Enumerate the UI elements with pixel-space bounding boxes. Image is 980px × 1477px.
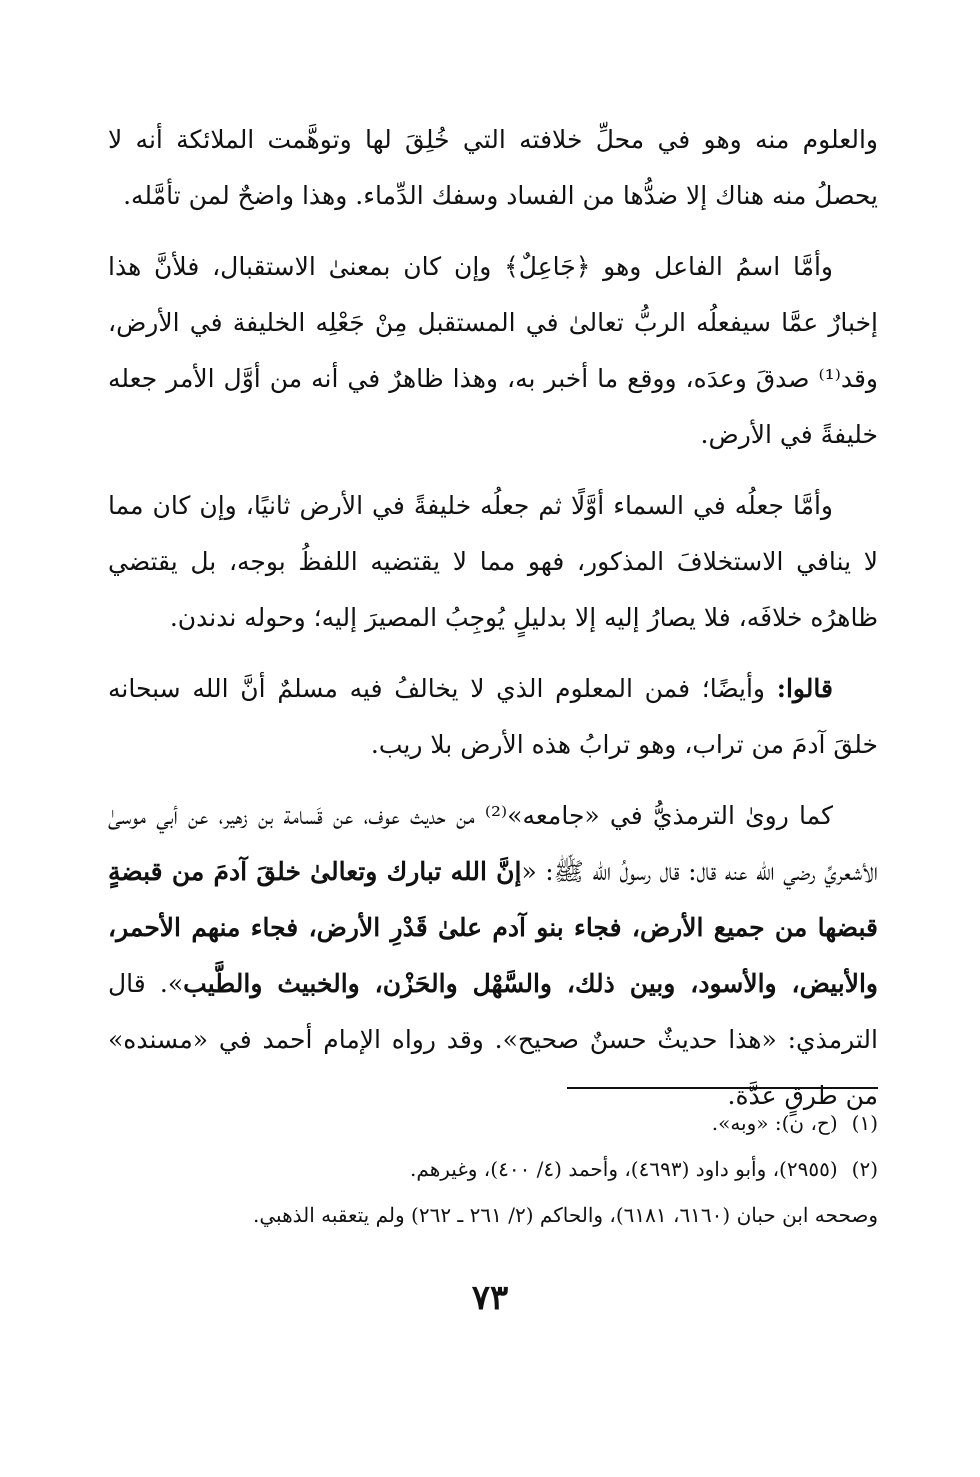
- hadith-quote: إنَّ الله تبارك وتعالىٰ خلقَ آدمَ من قبضةٍ قبضها من جميع الأرض، فجاء بنو آدم علىٰ قَدْرِ الأرض، فجاء منهم الأحمر، والأبيض، والأسود، وبين ذلك، والسَّهْل والحَزْن، والخبيث والطَّيب: [108, 857, 878, 998]
- paragraph-2-text: وأمَّا اسمُ الفاعل وهو ﴿جَاعِلٌ﴾ وإن كان بمعنىٰ الاستقبال، فلأنَّ هذا إخبارٌ عمَّا سيفعلُه الربُّ تعالىٰ في المستقبل مِنْ جَعْلِه الخليفة في الأرض، وقد⁽¹⁾ صدقَ وعدَه، ووقع ما أخبر به، وهذا ظاهرٌ في أنه من أوَّل الأمر جعله خليفةً في الأرض.: [108, 252, 878, 449]
- paragraph-4-label: قالوا:: [776, 674, 833, 703]
- paragraph-1: [108, 112, 878, 224]
- footnote-1-text: (ح، ن): «وبه».: [711, 1111, 838, 1135]
- footnote-1: [108, 1100, 878, 1146]
- paragraph-5-outro: ». قال الترمذي: «هذا حديثٌ حسنٌ صحيح». وقد رواه الإمام أحمد في «مسنده» من طرقٍ عدَّة.: [108, 969, 878, 1110]
- footnote-divider: [567, 1087, 878, 1089]
- paragraph-5: [108, 788, 878, 1124]
- paragraph-4: [108, 661, 878, 773]
- paragraph-3-text: وأمَّا جعلُه في السماء أوَّلًا ثم جعلُه خليفةً في الأرض ثانيًا، وإن كان مما لا ينافي الاستخلافَ المذكور، فهو مما لا يقتضيه اللفظُ بوجه، بل يقتضي ظاهرُه خلافَه، فلا يصارُ إليه إلا بدليلٍ يُوجِبُ المصيرَ إليه؛ وحوله ندندن.: [108, 491, 878, 632]
- footnote-2-continuation: [108, 1192, 878, 1238]
- paragraph-4-text: وأيضًا؛ فمن المعلوم الذي لا يخالفُ فيه مسلمٌ أنَّ الله سبحانه خلقَ آدمَ من تراب، وهو ترابُ هذه الأرض بلا ريب.: [108, 674, 878, 759]
- paragraph-3: [108, 478, 878, 646]
- footnote-2-continuation-text: وصححه ابن حبان (٦١٦٠، ٦١٨١)، والحاكم (٢/ ٢٦١ ـ ٢٦٢) ولم يتعقبه الذهبي.: [253, 1203, 878, 1227]
- footnote-2: [108, 1146, 878, 1192]
- page-number: ٧٣: [471, 1278, 509, 1318]
- paragraph-2: [108, 239, 878, 463]
- paragraph-1-text: والعلوم منه وهو في محلِّ خلافته التي خُلِقَ لها وتوهَّمت الملائكة أنه لا يحصلُ منه هناك إلا ضدُّها من الفساد وسفك الدِّماء. وهذا واضحٌ لمن تأمَّله.: [108, 125, 878, 210]
- paragraph-5-intro: كما روىٰ الترمذيُّ في «جامعه»⁽²⁾ من حديث عوف، عن قَسامة بن زهير، عن أبي موسىٰ الأشعريِّ رضي الله عنه قال: قال رسولُ الله ﷺ: «: [108, 801, 878, 886]
- footnote-1-number: (١): [851, 1111, 878, 1135]
- footnotes: [108, 1100, 878, 1238]
- main-text: [108, 112, 878, 1139]
- footnote-2-number: (٢): [851, 1157, 878, 1181]
- footnote-2-text: (٢٩٥٥)، وأبو داود (٤٦٩٣)، وأحمد (٤/ ٤٠٠)، وغيرهم.: [410, 1157, 838, 1181]
